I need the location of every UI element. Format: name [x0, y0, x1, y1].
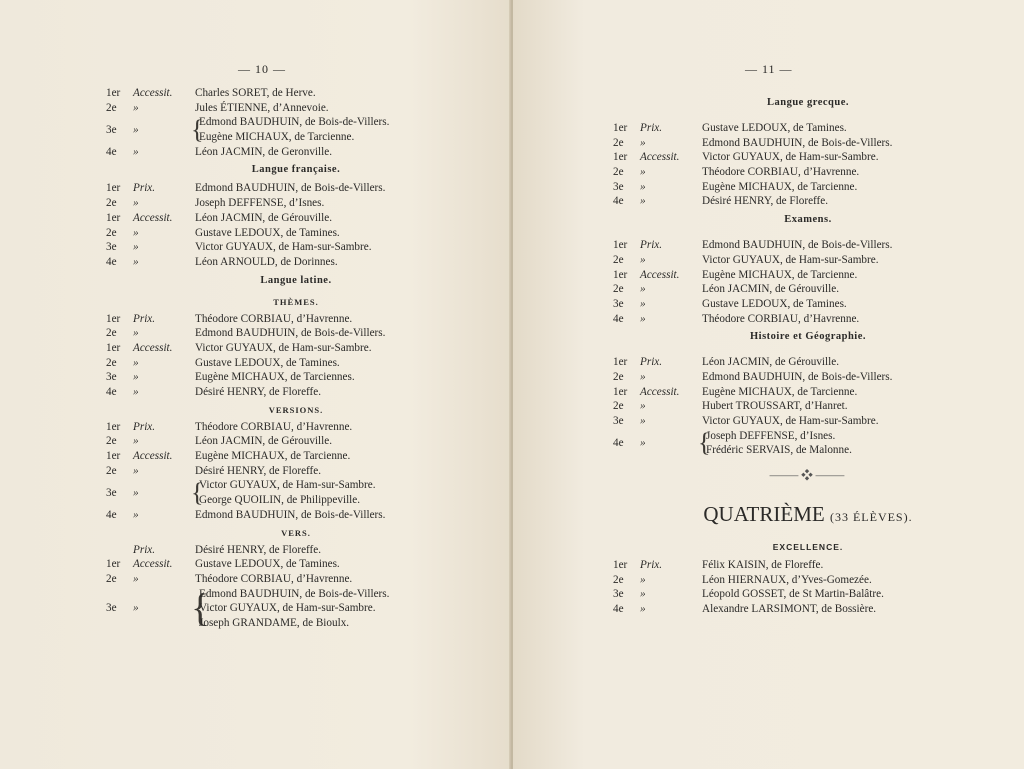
award-group-names — [199, 115, 389, 144]
award-row — [613, 180, 1003, 195]
award-rank: 1er — [613, 122, 628, 134]
award-rank: 3e — [613, 297, 624, 310]
award-row — [613, 194, 1003, 209]
award-group — [106, 115, 486, 144]
page-number: — 11 — — [745, 62, 793, 76]
left-content — [106, 86, 486, 631]
award-label: » — [133, 123, 139, 136]
award-row — [106, 449, 486, 464]
award-row — [106, 211, 486, 226]
award-label: » — [133, 572, 139, 585]
award-label: » — [640, 603, 646, 616]
award-name: Victor GUYAUX, de Ham-sur-Sambre. — [199, 602, 376, 615]
award-label: Accessit. — [640, 385, 680, 398]
award-label: » — [640, 283, 646, 296]
award-label: » — [640, 166, 646, 179]
award-group-names — [199, 478, 376, 507]
brace-mark: { — [191, 478, 204, 508]
award-name: Edmond BAUDHUIN, de Bois-de-Villers. — [195, 327, 386, 340]
brace-mark: { — [191, 115, 204, 145]
award-list — [106, 420, 486, 479]
award-rank: 2e — [106, 572, 117, 585]
award-name: Eugène MICHAUX, de Tarciennes. — [195, 371, 355, 384]
award-row — [613, 165, 1003, 180]
award-label: » — [133, 241, 139, 254]
award-name: Victor GUYAUX, de Ham-sur-Sambre. — [702, 151, 879, 164]
award-rank: 1er — [613, 559, 628, 572]
award-label: » — [133, 486, 139, 499]
award-name: Léon JACMIN, de Gérouville. — [195, 211, 333, 224]
award-row — [106, 312, 486, 327]
award-label: Accessit. — [133, 211, 173, 224]
award-list — [613, 558, 1003, 617]
award-label: Accessit. — [640, 268, 680, 281]
award-label: » — [640, 180, 646, 193]
award-row — [613, 355, 1003, 370]
award-name: Léopold GOSSET, de St Martin-Balâtre. — [702, 588, 884, 601]
award-name: Edmond BAUDHUIN, de Bois-de-Villers. — [702, 239, 893, 252]
award-list — [613, 121, 1003, 209]
award-row — [613, 558, 1003, 573]
award-name: Théodore CORBIAU, d’Havrenne. — [195, 312, 353, 325]
award-rank: 2e — [106, 226, 117, 239]
award-rank: 2e — [106, 435, 117, 448]
award-name: Gustave LEDOUX, de Tamines. — [195, 356, 340, 369]
award-rank: 3e — [613, 588, 624, 601]
award-list — [613, 355, 1003, 428]
award-row — [106, 240, 486, 255]
award-row — [613, 370, 1003, 385]
award-row — [106, 385, 486, 400]
award-row — [106, 196, 486, 211]
award-row — [613, 121, 1003, 136]
award-label: » — [640, 297, 646, 310]
award-rank: 2e — [613, 370, 624, 383]
award-rank: 2e — [106, 197, 117, 210]
award-name: Edmond BAUDHUIN, de Bois-de-Villers. — [702, 370, 893, 383]
award-rank: 4e — [106, 386, 117, 398]
award-rank: 2e — [106, 356, 117, 369]
award-row — [106, 255, 486, 270]
award-row — [613, 282, 1003, 297]
award-row — [613, 587, 1003, 602]
award-name: Edmond BAUDHUIN, de Bois-de-Villers. — [199, 587, 390, 600]
award-rank: 3e — [106, 123, 117, 136]
award-name: Edmond BAUDHUIN, de Bois-de-Villers. — [199, 116, 390, 129]
right-content — [613, 92, 1003, 617]
award-row — [613, 312, 1003, 327]
award-name: Désiré HENRY, de Floreffe. — [195, 464, 322, 477]
award-name: Jules ÉTIENNE, d’Annevoie. — [195, 101, 329, 114]
award-rank: 1er — [106, 420, 121, 433]
award-row — [613, 150, 1003, 165]
award-name: Edmond BAUDHUIN, de Bois-de-Villers. — [195, 508, 386, 521]
award-row — [106, 420, 486, 435]
award-name: Joseph DEFFENSE, d’Isnes. — [706, 429, 836, 442]
award-name: Alexandre LARSIMONT, de Bossière. — [702, 603, 877, 616]
award-name: Léon ARNOULD, de Dorinnes. — [195, 255, 338, 268]
award-row — [106, 356, 486, 371]
award-rank: 2e — [613, 253, 624, 266]
award-label: » — [133, 386, 139, 398]
award-row — [106, 181, 486, 196]
award-name: Frédéric SERVAIS, de Malonne. — [706, 444, 852, 457]
award-row — [106, 557, 486, 572]
subsection-heading: VERSIONS. — [268, 404, 324, 415]
page-number: — 10 — — [238, 62, 286, 76]
award-label: » — [640, 253, 646, 266]
ornament-divider: ⸻❖⸻ — [769, 468, 847, 483]
award-name: Charles SORET, de Herve. — [195, 87, 316, 99]
award-row — [106, 572, 486, 587]
award-row — [613, 253, 1003, 268]
left-page — [0, 0, 511, 769]
award-rank: 2e — [106, 101, 117, 114]
award-name: Eugène MICHAUX, de Tarcienne. — [702, 385, 858, 398]
award-label: Prix. — [640, 559, 663, 572]
award-label: Accessit. — [133, 341, 173, 354]
award-rank: 2e — [106, 327, 117, 340]
award-label: » — [640, 437, 646, 450]
award-label: » — [640, 312, 646, 325]
award-row — [106, 434, 486, 449]
award-name: Gustave LEDOUX, de Tamines. — [702, 297, 847, 310]
award-group-names — [199, 587, 389, 631]
award-row — [106, 86, 486, 101]
award-rank: 2e — [106, 464, 117, 477]
award-rank: 3e — [106, 602, 117, 615]
award-list — [106, 181, 486, 269]
award-rank: 1er — [613, 151, 628, 164]
award-label: Accessit. — [133, 558, 173, 571]
section-heading: Langue française. — [251, 164, 341, 176]
award-group — [613, 429, 1003, 458]
award-name: Eugène MICHAUX, de Tarcienne. — [702, 268, 858, 281]
award-label: » — [640, 370, 646, 383]
award-label: » — [640, 588, 646, 601]
award-row — [613, 238, 1003, 253]
award-row — [613, 573, 1003, 588]
award-rank: 4e — [106, 145, 117, 158]
award-rank: 2e — [613, 573, 624, 586]
award-row — [106, 508, 486, 523]
award-label: Prix. — [133, 182, 156, 195]
section-heading: Examens. — [784, 214, 832, 226]
award-row — [613, 268, 1003, 283]
award-name: Gustave LEDOUX, de Tamines. — [195, 558, 340, 571]
award-label: » — [133, 356, 139, 369]
award-rank: 4e — [613, 312, 624, 325]
class-count: (33 ÉLÈVES). — [829, 510, 913, 525]
award-rank: 2e — [613, 136, 624, 149]
award-label: » — [133, 197, 139, 210]
award-name: Eugène MICHAUX, de Tarcienne. — [199, 131, 355, 144]
award-name: Victor GUYAUX, de Ham-sur-Sambre. — [199, 479, 376, 492]
award-label: » — [133, 255, 139, 268]
award-rank: 1er — [106, 87, 121, 99]
award-rank: 2e — [613, 283, 624, 296]
award-row — [106, 145, 486, 160]
award-row — [106, 326, 486, 341]
award-name: Théodore CORBIAU, d’Havrenne. — [702, 312, 860, 325]
award-rank: 1er — [106, 450, 121, 463]
award-row — [106, 464, 486, 479]
award-name: Désiré HENRY, de Floreffe. — [195, 543, 322, 556]
award-rank: 1er — [106, 341, 121, 354]
award-list — [106, 145, 486, 160]
award-group — [106, 587, 486, 631]
award-name: Gustave LEDOUX, de Tamines. — [195, 226, 340, 239]
award-label: » — [640, 415, 646, 427]
award-label: » — [133, 371, 139, 384]
award-label: » — [640, 573, 646, 586]
award-name: Théodore CORBIAU, d’Havrenne. — [702, 166, 860, 179]
award-name: Victor GUYAUX, de Ham-sur-Sambre. — [195, 341, 372, 354]
award-row — [106, 543, 486, 558]
award-row — [613, 136, 1003, 151]
award-name: Gustave LEDOUX, de Tamines. — [702, 122, 847, 134]
award-name: Léon JACMIN, de Geronville. — [195, 145, 333, 158]
award-label: » — [133, 602, 139, 615]
brace-mark: { — [698, 428, 711, 458]
award-label: Prix. — [133, 543, 156, 556]
award-name: Félix KAISIN, de Floreffe. — [702, 559, 824, 572]
award-row — [106, 101, 486, 116]
award-name: Théodore CORBIAU, d’Havrenne. — [195, 420, 353, 433]
award-label: Accessit. — [133, 87, 173, 99]
award-label: Prix. — [640, 356, 663, 369]
award-rank: 1er — [613, 239, 628, 252]
subsection-heading: THÈMES. — [273, 296, 319, 307]
award-rank: 3e — [106, 486, 117, 499]
award-list — [613, 238, 1003, 326]
subsection-heading: VERS. — [281, 527, 311, 538]
award-name: Léon JACMIN, de Gérouville. — [702, 283, 840, 296]
class-title: QUATRIÈME — [703, 502, 825, 527]
award-name: Eugène MICHAUX, de Tarcienne. — [195, 450, 351, 463]
award-list — [106, 508, 486, 523]
class-heading — [613, 492, 1003, 536]
award-rank: 3e — [613, 180, 624, 193]
award-label: Accessit. — [640, 151, 680, 164]
award-rank: 3e — [106, 371, 117, 384]
award-row — [613, 399, 1003, 414]
award-rank: 2e — [613, 166, 624, 179]
award-label: Prix. — [133, 420, 156, 433]
subsection-heading: EXCELLENCE. — [772, 542, 844, 553]
award-rank — [106, 543, 133, 558]
award-name: Théodore CORBIAU, d’Havrenne. — [195, 572, 353, 585]
award-row — [613, 385, 1003, 400]
award-label: Prix. — [640, 122, 663, 134]
award-rank: 3e — [613, 415, 624, 427]
award-name: Désiré HENRY, de Floreffe. — [702, 195, 829, 208]
award-rank: 4e — [613, 437, 624, 450]
award-name: Léon HIERNAUX, d’Yves-Gomezée. — [702, 573, 872, 586]
award-label: » — [133, 226, 139, 239]
award-name: Victor GUYAUX, de Ham-sur-Sambre. — [702, 415, 879, 427]
award-name: Victor GUYAUX, de Ham-sur-Sambre. — [195, 241, 372, 254]
award-row — [613, 297, 1003, 312]
brace-mark: { — [191, 587, 210, 631]
award-group-names — [706, 429, 852, 458]
award-rank: 1er — [106, 211, 121, 224]
award-group — [106, 478, 486, 507]
award-label: » — [133, 327, 139, 340]
award-label: Prix. — [133, 312, 156, 325]
award-label: » — [640, 400, 646, 413]
award-rank: 1er — [613, 356, 628, 369]
award-rank: 1er — [613, 385, 628, 398]
award-name: Edmond BAUDHUIN, de Bois-de-Villers. — [702, 136, 893, 149]
award-rank: 1er — [106, 558, 121, 571]
award-label: » — [133, 464, 139, 477]
award-name: Joseph DEFFENSE, d’Isnes. — [195, 197, 325, 210]
award-rank: 4e — [613, 195, 624, 208]
award-rank: 1er — [106, 182, 121, 195]
award-label: » — [133, 435, 139, 448]
award-label: Prix. — [640, 239, 663, 252]
right-page — [513, 0, 1024, 769]
award-name: George QUOILIN, de Philippeville. — [199, 494, 361, 507]
award-row — [106, 226, 486, 241]
award-rank: 4e — [106, 508, 117, 521]
award-rank: 3e — [106, 241, 117, 254]
award-row — [106, 341, 486, 356]
award-rank: 4e — [613, 603, 624, 616]
award-label: » — [133, 101, 139, 114]
section-heading: Histoire et Géographie. — [750, 331, 866, 343]
award-name: Hubert TROUSSART, d’Hanret. — [702, 400, 848, 413]
award-name: Victor GUYAUX, de Ham-sur-Sambre. — [702, 253, 879, 266]
award-rank: 1er — [613, 268, 628, 281]
award-name: Léon JACMIN, de Gérouville. — [702, 356, 840, 369]
section-heading: Langue latine. — [260, 274, 332, 286]
award-label: » — [133, 145, 139, 158]
award-row — [613, 414, 1003, 429]
award-label: » — [640, 195, 646, 208]
award-name: Léon JACMIN, de Gérouville. — [195, 435, 333, 448]
award-list — [106, 543, 486, 587]
award-name: Eugène MICHAUX, de Tarcienne. — [702, 180, 858, 193]
award-label: Accessit. — [133, 450, 173, 463]
award-name: Edmond BAUDHUIN, de Bois-de-Villers. — [195, 182, 386, 195]
award-list — [106, 86, 486, 115]
award-list — [106, 312, 486, 400]
award-rank: 4e — [106, 255, 117, 268]
award-row — [106, 370, 486, 385]
section-heading: Langue grecque. — [767, 97, 849, 108]
award-row — [613, 602, 1003, 617]
award-label: » — [133, 508, 139, 521]
award-label: » — [640, 136, 646, 149]
award-name: Joseph GRANDAME, de Bioulx. — [199, 616, 350, 629]
award-name: Désiré HENRY, de Floreffe. — [195, 386, 322, 398]
award-rank: 2e — [613, 400, 624, 413]
award-rank: 1er — [106, 312, 121, 325]
